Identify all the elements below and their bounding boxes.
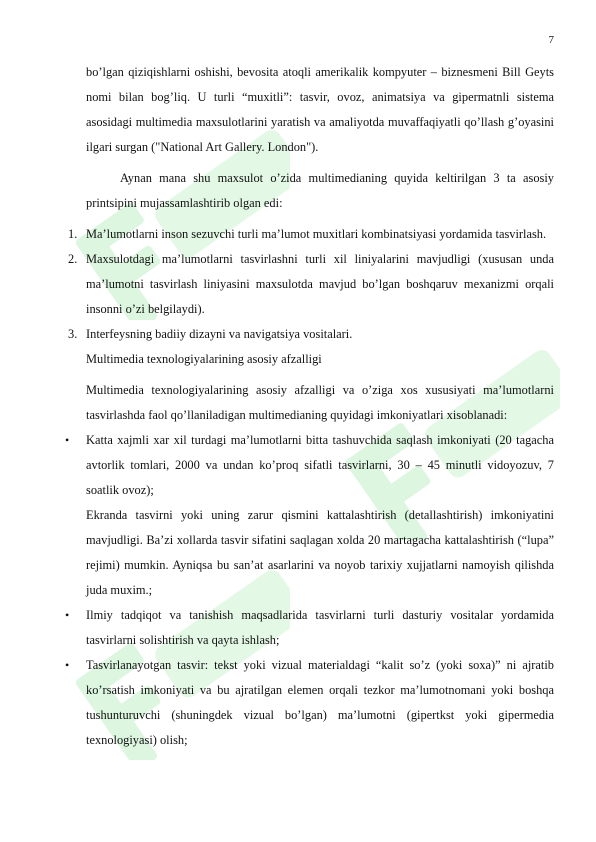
paragraph: Aynan mana shu maxsulot o’zida multimedianing quyida keltirilgan 3 ta asosiy printsipini mujassamlashtirib olgan edi: xyxy=(86,171,554,210)
paragraph: bo’lgan qiziqishlarni oshishi, bevosita atoqli amerikalik kompyuter – biznesmeni Bill Geyts nomi bilan bog’liq. U turli “muxitli”: tasvir, ovoz, animatsiya va gipermatnli sistema asosidagi multimedia maxsulotlarini yaratish va amaliyotda muvaffaqiyatli qo’llash g’oyasini ilgari surgan ("National Art Gallery. London"). xyxy=(86,65,554,154)
list-item xyxy=(65,603,554,653)
section-heading: Multimedia texnologiyalarining asosiy afzalligi xyxy=(86,352,322,366)
list-item-text: Katta xajmli xar xil turdagi ma’lumotlarni bitta tashuvchida saqlash imkoniyati (20 tagacha avtorlik tomlari, 2000 va undan ko’proq sifatli tasvirlarni, 30 – 45 minutli vidoyozuv, 7 soatlik ovoz); xyxy=(86,433,554,497)
list-item-text: Tasvirlanayotgan tasvir: tekst yoki vizual materialdagi “kalit so’z (yoki soxa)” ni ajratib ko’rsatish imkoniyati va bu ajratilgan elemen orqali tezkor ma’lumotnomani yoki boshqa tushunturuvchi (shuningdek vizual bo’lgan) ma’lumotni (gipertkst yoki gipermedia texnologiyasi) olish; xyxy=(86,658,554,747)
numbered-list xyxy=(68,222,554,347)
bullet-icon: • xyxy=(65,608,70,622)
bullet-list xyxy=(65,603,554,753)
paragraph: Ekranda tasvirni yoki uning zarur qismini kattalashtirish (detallashtirish) imkoniyatini mavjudligi. Ba’zi xollarda tasvir sifatini saqlagan xolda 20 martagacha kattalashtirish (“lupa” rejimi) mumkin. Ayniqsa bu san’at asarlarini va noyob tarixiy xujjatlarni namoyish qilishda juda muxim.; xyxy=(86,508,554,597)
list-item xyxy=(68,247,554,322)
document-body xyxy=(65,60,554,753)
bullet-icon: • xyxy=(65,658,70,672)
paragraph: Multimedia texnologiyalarining asosiy afzalligi va o’ziga xos xususiyati ma’lumotlarni tasvirlashda faol qo’llaniladigan multimedianing quyidagi imkoniyatlari xisoblanadi: xyxy=(86,383,554,422)
list-item-text: Ma’lumotlarni inson sezuvchi turli ma’lumot muxitlari kombinatsiyasi yordamida tasvirlash. xyxy=(86,227,547,241)
list-item-text: Maxsulotdagi ma’lumotlarni tasvirlashni turli xil liniyalarini mavjudligi (xususan unda ma’lumotni tasvirlash liniyasini maxsulotda mavjud bo’lgan boshqaruv mexanizmi orqali insonni o’zi belgilaydi). xyxy=(86,252,554,316)
list-item-text: Interfeysning badiiy dizayni va navigatsiya vositalari. xyxy=(86,327,353,341)
list-number: 2. xyxy=(68,252,78,266)
list-number: 3. xyxy=(68,327,78,341)
bullet-list xyxy=(65,428,554,503)
page-number: 7 xyxy=(548,34,554,46)
list-item xyxy=(68,322,554,347)
list-number: 1. xyxy=(68,227,78,241)
list-item-text: Ilmiy tadqiqot va tanishish maqsadlarida tasvirlarni turli dasturiy vositalar yordamida tasvirlarni solishtirish va qayta ishlash; xyxy=(86,608,554,647)
list-item xyxy=(65,428,554,503)
list-item xyxy=(65,653,554,753)
list-item xyxy=(68,222,554,247)
bullet-icon: • xyxy=(65,433,70,447)
